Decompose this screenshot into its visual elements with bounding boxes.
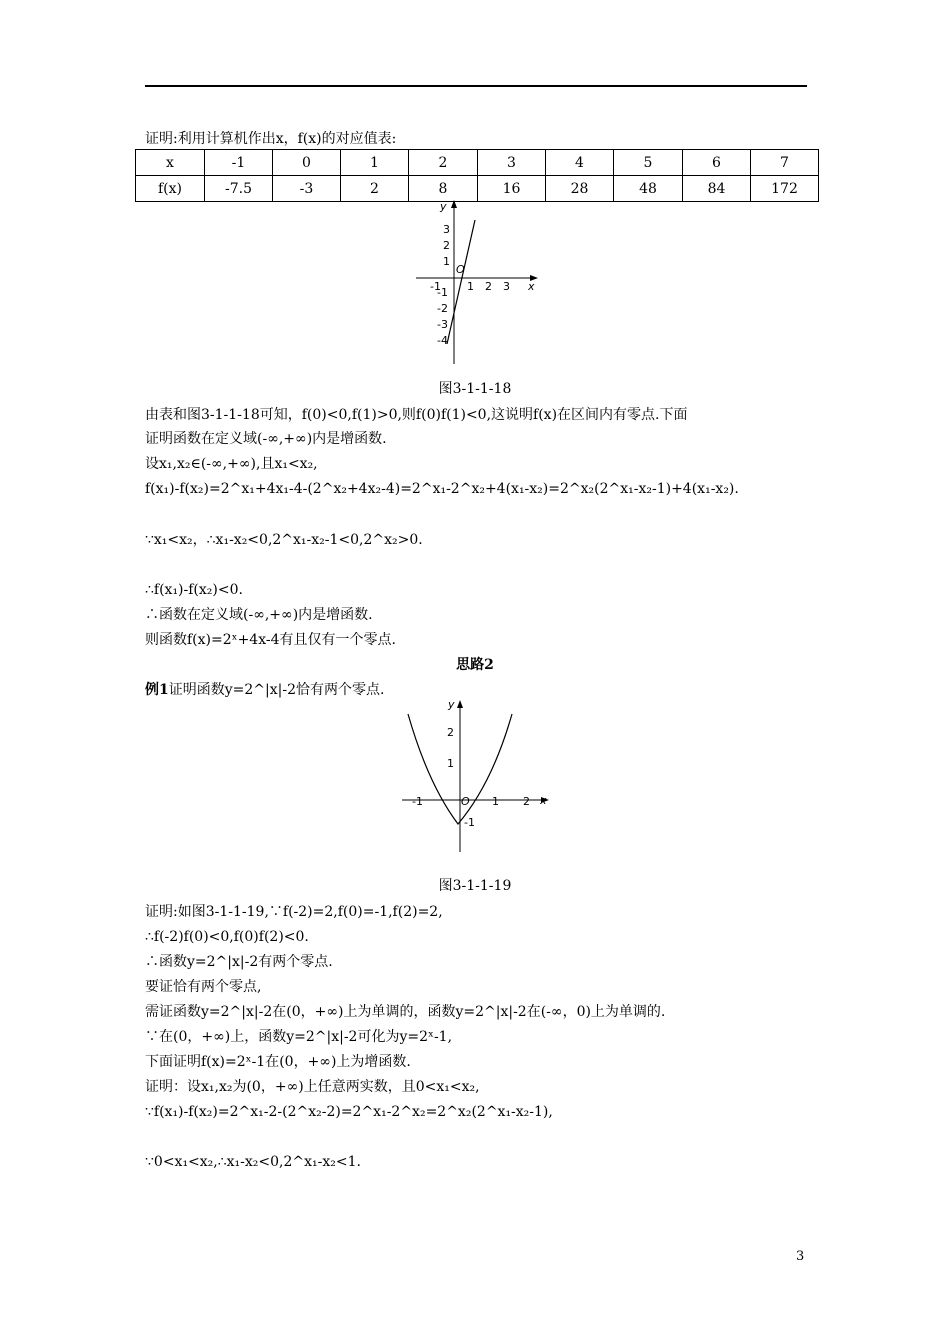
y-axis-label: y (448, 698, 455, 711)
page-number: 3 (796, 1249, 805, 1264)
paragraph: 设x₁,x₂∈(-∞,+∞),且x₁<x₂, (145, 456, 318, 472)
table-cell: 172 (751, 176, 819, 202)
table-cell: 0 (273, 150, 341, 176)
table-cell: -1 (205, 150, 273, 176)
paragraph: 证明函数在定义域(-∞,+∞)内是增函数. (145, 431, 387, 447)
paragraph: ∵0<x₁<x₂,∴x₁-x₂<0,2^x₁-x₂<1. (145, 1154, 361, 1170)
header-rule (145, 85, 807, 87)
x-tick-label: 1 (492, 795, 499, 808)
paragraph: 下面证明f(x)=2ˣ-1在(0，+∞)上为增函数. (145, 1054, 411, 1070)
y-tick-label: 3 (443, 223, 450, 236)
table-cell: x (136, 150, 205, 176)
x-axis-label: x (528, 280, 535, 293)
paragraph: ∴函数在定义域(-∞,+∞)内是增函数. (145, 607, 373, 623)
table-cell: 7 (751, 150, 819, 176)
y-axis-arrow (457, 700, 463, 708)
y-tick-label: -1 (464, 816, 475, 829)
paragraph: ∴f(x₁)-f(x₂)<0. (145, 582, 243, 598)
x-tick-label: 2 (523, 795, 530, 808)
paragraph: 由表和图3-1-1-18可知，f(0)<0,f(1)>0,则f(0)f(1)<0,这说明f(x)在区间内有零点.下面 (145, 407, 688, 423)
x-tick-label: 1 (467, 280, 474, 293)
table-cell: 28 (546, 176, 614, 202)
example-line (145, 681, 384, 699)
table-cell: 3 (478, 150, 546, 176)
x-axis-label: x (540, 794, 547, 807)
y-tick-label: -3 (437, 318, 448, 331)
paragraph: 要证恰有两个零点, (145, 979, 262, 995)
table-cell: 2 (341, 176, 409, 202)
origin-label: O (456, 263, 465, 276)
example-text: 证明函数y=2^|x|-2恰有两个零点. (168, 682, 385, 698)
figure-3-1-1-18 (410, 198, 550, 368)
x-tick-label: -1 (412, 795, 423, 808)
figure-caption: 图3-1-1-19 (438, 878, 512, 894)
y-axis-arrow (451, 200, 457, 208)
paragraph: 证明:如图3-1-1-19,∵f(-2)=2,f(0)=-1,f(2)=2, (145, 904, 443, 920)
y-tick-label: 2 (447, 726, 454, 739)
table-cell: 4 (546, 150, 614, 176)
y-tick-label: -1 (437, 286, 448, 299)
x-tick-label: 3 (503, 280, 510, 293)
table-cell: f(x) (136, 176, 205, 202)
y-tick-label: -4 (437, 334, 448, 347)
paragraph: f(x₁)-f(x₂)=2^x₁+4x₁-4-(2^x₂+4x₂-4)=2^x₁-2^x₂+4(x₁-x₂)=2^x₂(2^x₁-x₂-1)+4(x₁-x₂). (145, 481, 739, 497)
table-cell: -7.5 (205, 176, 273, 202)
table-cell: 2 (409, 150, 478, 176)
example-label: 例1 (145, 682, 169, 698)
y-axis-label: y (440, 200, 447, 213)
value-table (135, 149, 819, 202)
origin-label: O (461, 795, 470, 808)
paragraph: ∴函数y=2^|x|-2有两个零点. (145, 954, 333, 970)
paragraph: 证明：设x₁,x₂为(0，+∞)上任意两实数，且0<x₁<x₂, (145, 1079, 480, 1095)
paragraph: ∵f(x₁)-f(x₂)=2^x₁-2-(2^x₂-2)=2^x₁-2^x₂=2^x₂(2^x₁-x₂-1), (145, 1104, 553, 1120)
table-cell: 48 (614, 176, 683, 202)
paragraph: 则函数f(x)=2ˣ+4x-4有且仅有一个零点. (145, 632, 396, 648)
paragraph: ∵在(0，+∞)上，函数y=2^|x|-2可化为y=2ˣ-1, (145, 1029, 453, 1045)
table-cell: 6 (683, 150, 751, 176)
y-tick-label: 1 (447, 757, 454, 770)
figure-caption: 图3-1-1-18 (438, 381, 512, 397)
y-tick-label: 1 (443, 255, 450, 268)
figure-3-1-1-19 (398, 696, 558, 856)
paragraph: 需证函数y=2^|x|-2在(0，+∞)上为单调的，函数y=2^|x|-2在(-∞，0)上为单调的. (145, 1004, 666, 1020)
table-cell: 16 (478, 176, 546, 202)
table-cell: 84 (683, 176, 751, 202)
proof-intro: 证明:利用计算机作出x，f(x)的对应值表: (145, 131, 397, 147)
x-tick-label: 2 (485, 280, 492, 293)
table-cell: 8 (409, 176, 478, 202)
table-row (136, 150, 819, 176)
paragraph: ∴f(-2)f(0)<0,f(0)f(2)<0. (145, 929, 309, 945)
table-cell: 1 (341, 150, 409, 176)
y-tick-label: 2 (443, 239, 450, 252)
x-tick-label: -1 (430, 280, 441, 293)
table-cell: -3 (273, 176, 341, 202)
y-tick-label: -2 (437, 302, 448, 315)
section-heading: 思路2 (456, 657, 494, 673)
paragraph: ∵x₁<x₂，∴x₁-x₂<0,2^x₁-x₂-1<0,2^x₂>0. (145, 532, 423, 548)
table-cell: 5 (614, 150, 683, 176)
